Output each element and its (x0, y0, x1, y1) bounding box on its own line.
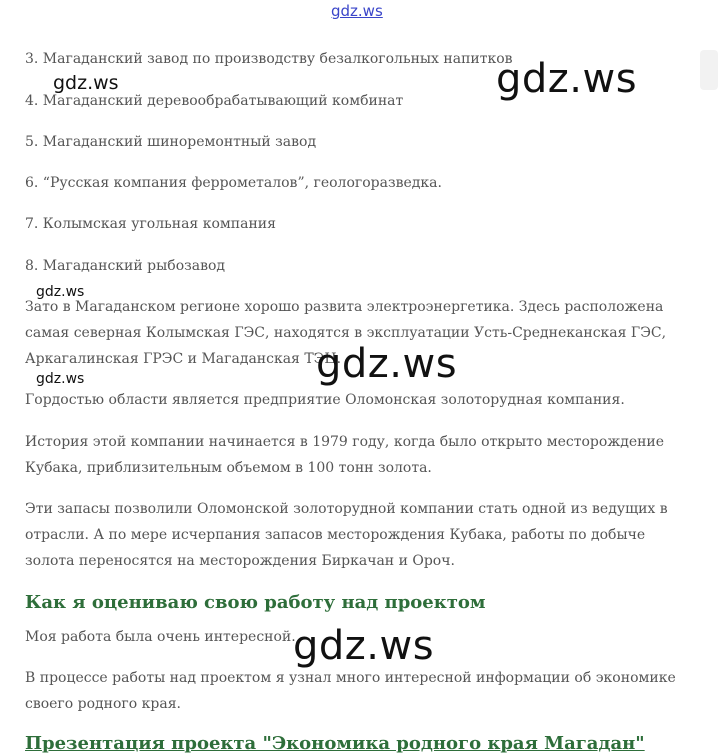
watermark: gdz.ws (36, 284, 85, 300)
site-link-watermark[interactable]: gdz.ws (331, 2, 383, 20)
watermark: gdz.ws (36, 371, 85, 387)
list-item: 3. Магаданский завод по производству безалкогольных напитков (25, 51, 513, 67)
watermark: gdz.ws (496, 56, 638, 102)
paragraph-energy: Зато в Магаданском регионе хорошо развита электроэнергетика. Здесь расположена самая северная Колымская ГЭС, находятся в эксплуатации Усть-Среднеканская ГЭС, Аркагалинская ГРЭС и Магаданская ТЭЦ. (25, 299, 667, 367)
list-item: 4. Магаданский деревообрабатывающий комбинат (25, 93, 404, 109)
list-item: 6. “Русская компания ферpометалов”, геологоразведка. (25, 175, 442, 191)
paragraph-learned: В процессе работы над проектом я узнал много интересной информации об экономике своего родного края. (25, 670, 676, 712)
watermark: gdz.ws (53, 72, 119, 94)
section-heading: Как я оцениваю свою работу над проектом (25, 592, 486, 613)
page-edge-shadow (700, 50, 718, 90)
list-item: 8. Магаданский рыбозавод (25, 258, 226, 274)
list-item: 7. Колымская угольная компания (25, 216, 276, 232)
watermark: gdz.ws (316, 341, 458, 387)
next-section-heading: Презентация проекта "Экономика родного края Магадан" (25, 733, 645, 754)
watermark: gdz.ws (293, 623, 435, 669)
list-item: 5. Магаданский шиноремонтный завод (25, 134, 317, 150)
paragraph-work: Моя работа была очень интересной. (25, 629, 296, 645)
paragraph-pride: Гордостью области является предприятие Оломонская золоторудная компания. (25, 392, 625, 408)
paragraph-reserves: Эти запасы позволили Оломонской золоторудной компании стать одной из ведущих в отрасли. А по мере исчерпания запасов месторождения Кубака, работы по добыче золота переносятся на месторождения Биркачан и Ороч. (25, 501, 668, 569)
paragraph-history: История этой компании начинается в 1979 году, когда было открыто месторождение Кубака, приблизительным объемом в 100 тонн золота. (25, 434, 665, 476)
